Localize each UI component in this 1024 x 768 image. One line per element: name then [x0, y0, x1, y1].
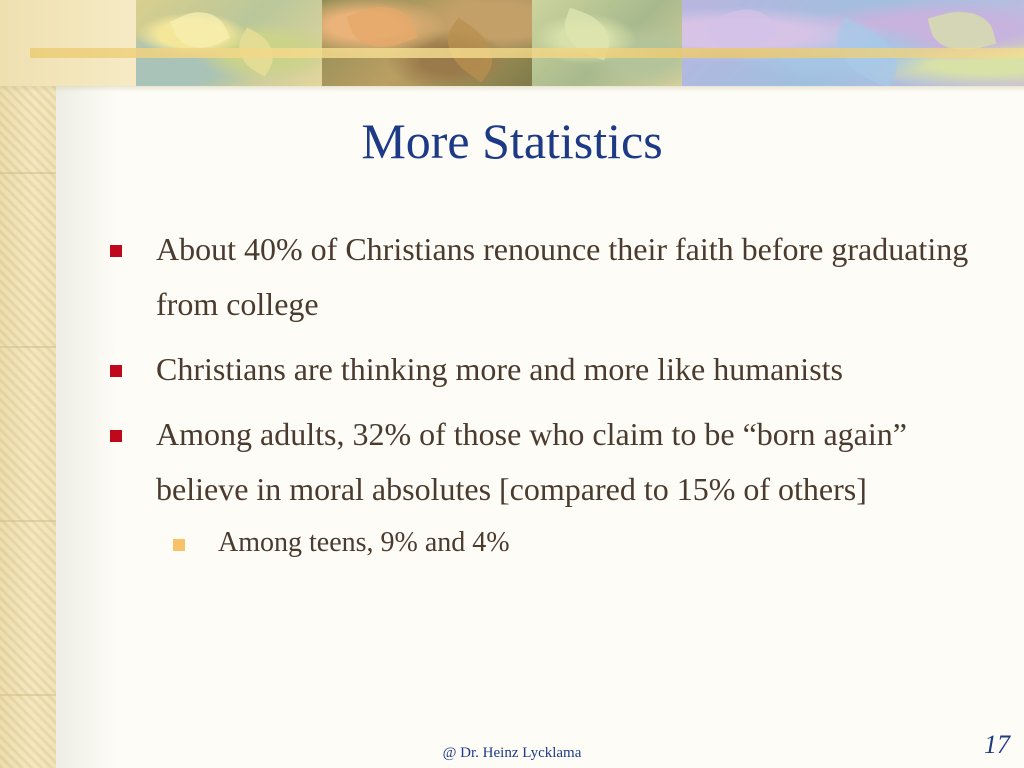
- slide-title: More Statistics: [361, 113, 663, 169]
- banner-shadow: [0, 86, 1024, 92]
- banner-tile: [682, 0, 1024, 86]
- banner-tile: [136, 0, 322, 86]
- gold-band: [30, 48, 1024, 58]
- sub-bullet-item: [98, 519, 978, 567]
- bullet-text: About 40% of Christians renounce their faith before graduating from college: [156, 231, 969, 322]
- banner-tile: [0, 0, 140, 86]
- bullet-text: Christians are thinking more and more like humanists: [156, 351, 843, 387]
- bullet-list: [98, 222, 978, 567]
- bullet-item: [98, 407, 978, 517]
- square-bullet-icon: [110, 430, 122, 442]
- square-sub-bullet-icon: [173, 539, 185, 551]
- page-number: 17: [984, 730, 1010, 759]
- square-bullet-icon: [110, 245, 122, 257]
- bullet-text: Among adults, 32% of those who claim to be “born again” believe in moral absolutes [compared to 15% of others]: [156, 416, 907, 507]
- bullet-item: [98, 222, 978, 332]
- banner-tile: [532, 0, 682, 86]
- sub-bullet-text: Among teens, 9% and 4%: [218, 527, 510, 558]
- banner-tile: [322, 0, 532, 86]
- bullet-item: [98, 342, 978, 397]
- top-banner: [0, 0, 1024, 92]
- square-bullet-icon: [110, 365, 122, 377]
- footer-author: @ Dr. Heinz Lycklama: [442, 745, 582, 761]
